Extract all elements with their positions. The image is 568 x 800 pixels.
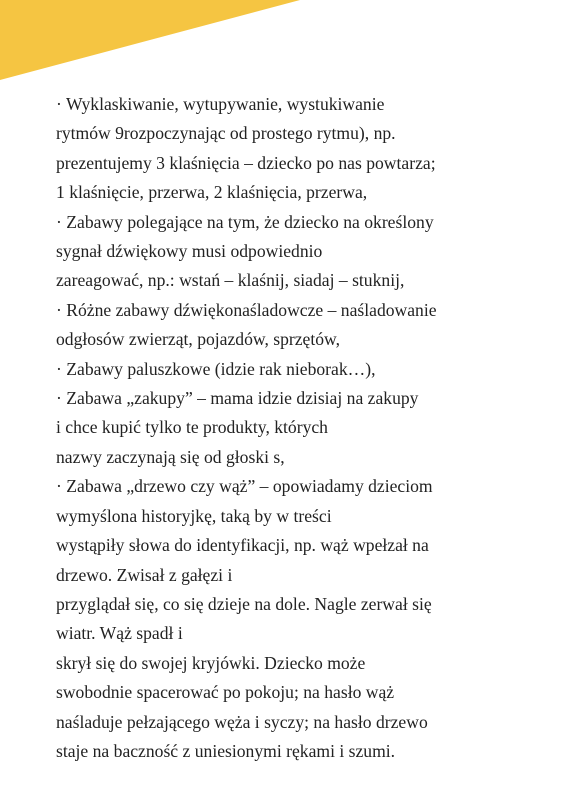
text-line: · Wyklaskiwanie, wytupywanie, wystukiwanie	[56, 94, 385, 114]
yellow-triangle-shape	[0, 0, 300, 80]
text-line: drzewo. Zwisał z gałęzi i	[56, 564, 233, 585]
body-text	[56, 90, 526, 766]
text-line: nazwy zaczynają się od głoski s,	[56, 446, 285, 467]
text-line: naśladuje pełzającego węża i syczy; na hasło drzewo	[56, 711, 428, 732]
text-line: odgłosów zwierząt, pojazdów, sprzętów,	[56, 329, 341, 350]
text-line: wystąpiły słowa do identyfikacji, np. wąż wpełzał na	[56, 535, 429, 556]
text-line: i chce kupić tylko te produkty, których	[56, 417, 328, 438]
text-line: sygnał dźwiękowy musi odpowiednio	[56, 241, 323, 262]
text-line: · Różne zabawy dźwiękonaśladowcze – naśladowanie	[56, 299, 437, 320]
text-line: 1 klaśnięcie, przerwa, 2 klaśnięcia, przerwa,	[56, 182, 368, 203]
text-line: staje na baczność z uniesionymi rękami i szumi.	[56, 740, 396, 761]
text-line: prezentujemy 3 klaśnięcia – dziecko po nas powtarza;	[56, 152, 436, 173]
text-line: · Zabawy paluszkowe (idzie rak nieborak…),	[56, 358, 376, 379]
text-line: zareagować, np.: wstań – klaśnij, siadaj – stuknij,	[56, 270, 405, 291]
text-line: przyglądał się, co się dzieje na dole. Nagle zerwał się	[56, 593, 432, 614]
text-line: rytmów 9rozpoczynając od prostego rytmu), np.	[56, 123, 396, 144]
text-line: swobodnie spacerować po pokoju; na hasło wąż	[56, 682, 395, 703]
text-line: · Zabawa „zakupy” – mama idzie dzisiaj na zakupy	[56, 388, 419, 409]
text-line: skrył się do swojej kryjówki. Dziecko może	[56, 652, 366, 673]
text-line: wymyślona historyjkę, taką by w treści	[56, 505, 332, 526]
text-line: · Zabawa „drzewo czy wąż” – opowiadamy dzieciom	[56, 476, 433, 497]
text-line: · Zabawy polegające na tym, że dziecko na określony	[56, 211, 434, 232]
text-line: wiatr. Wąż spadł i	[56, 623, 183, 644]
